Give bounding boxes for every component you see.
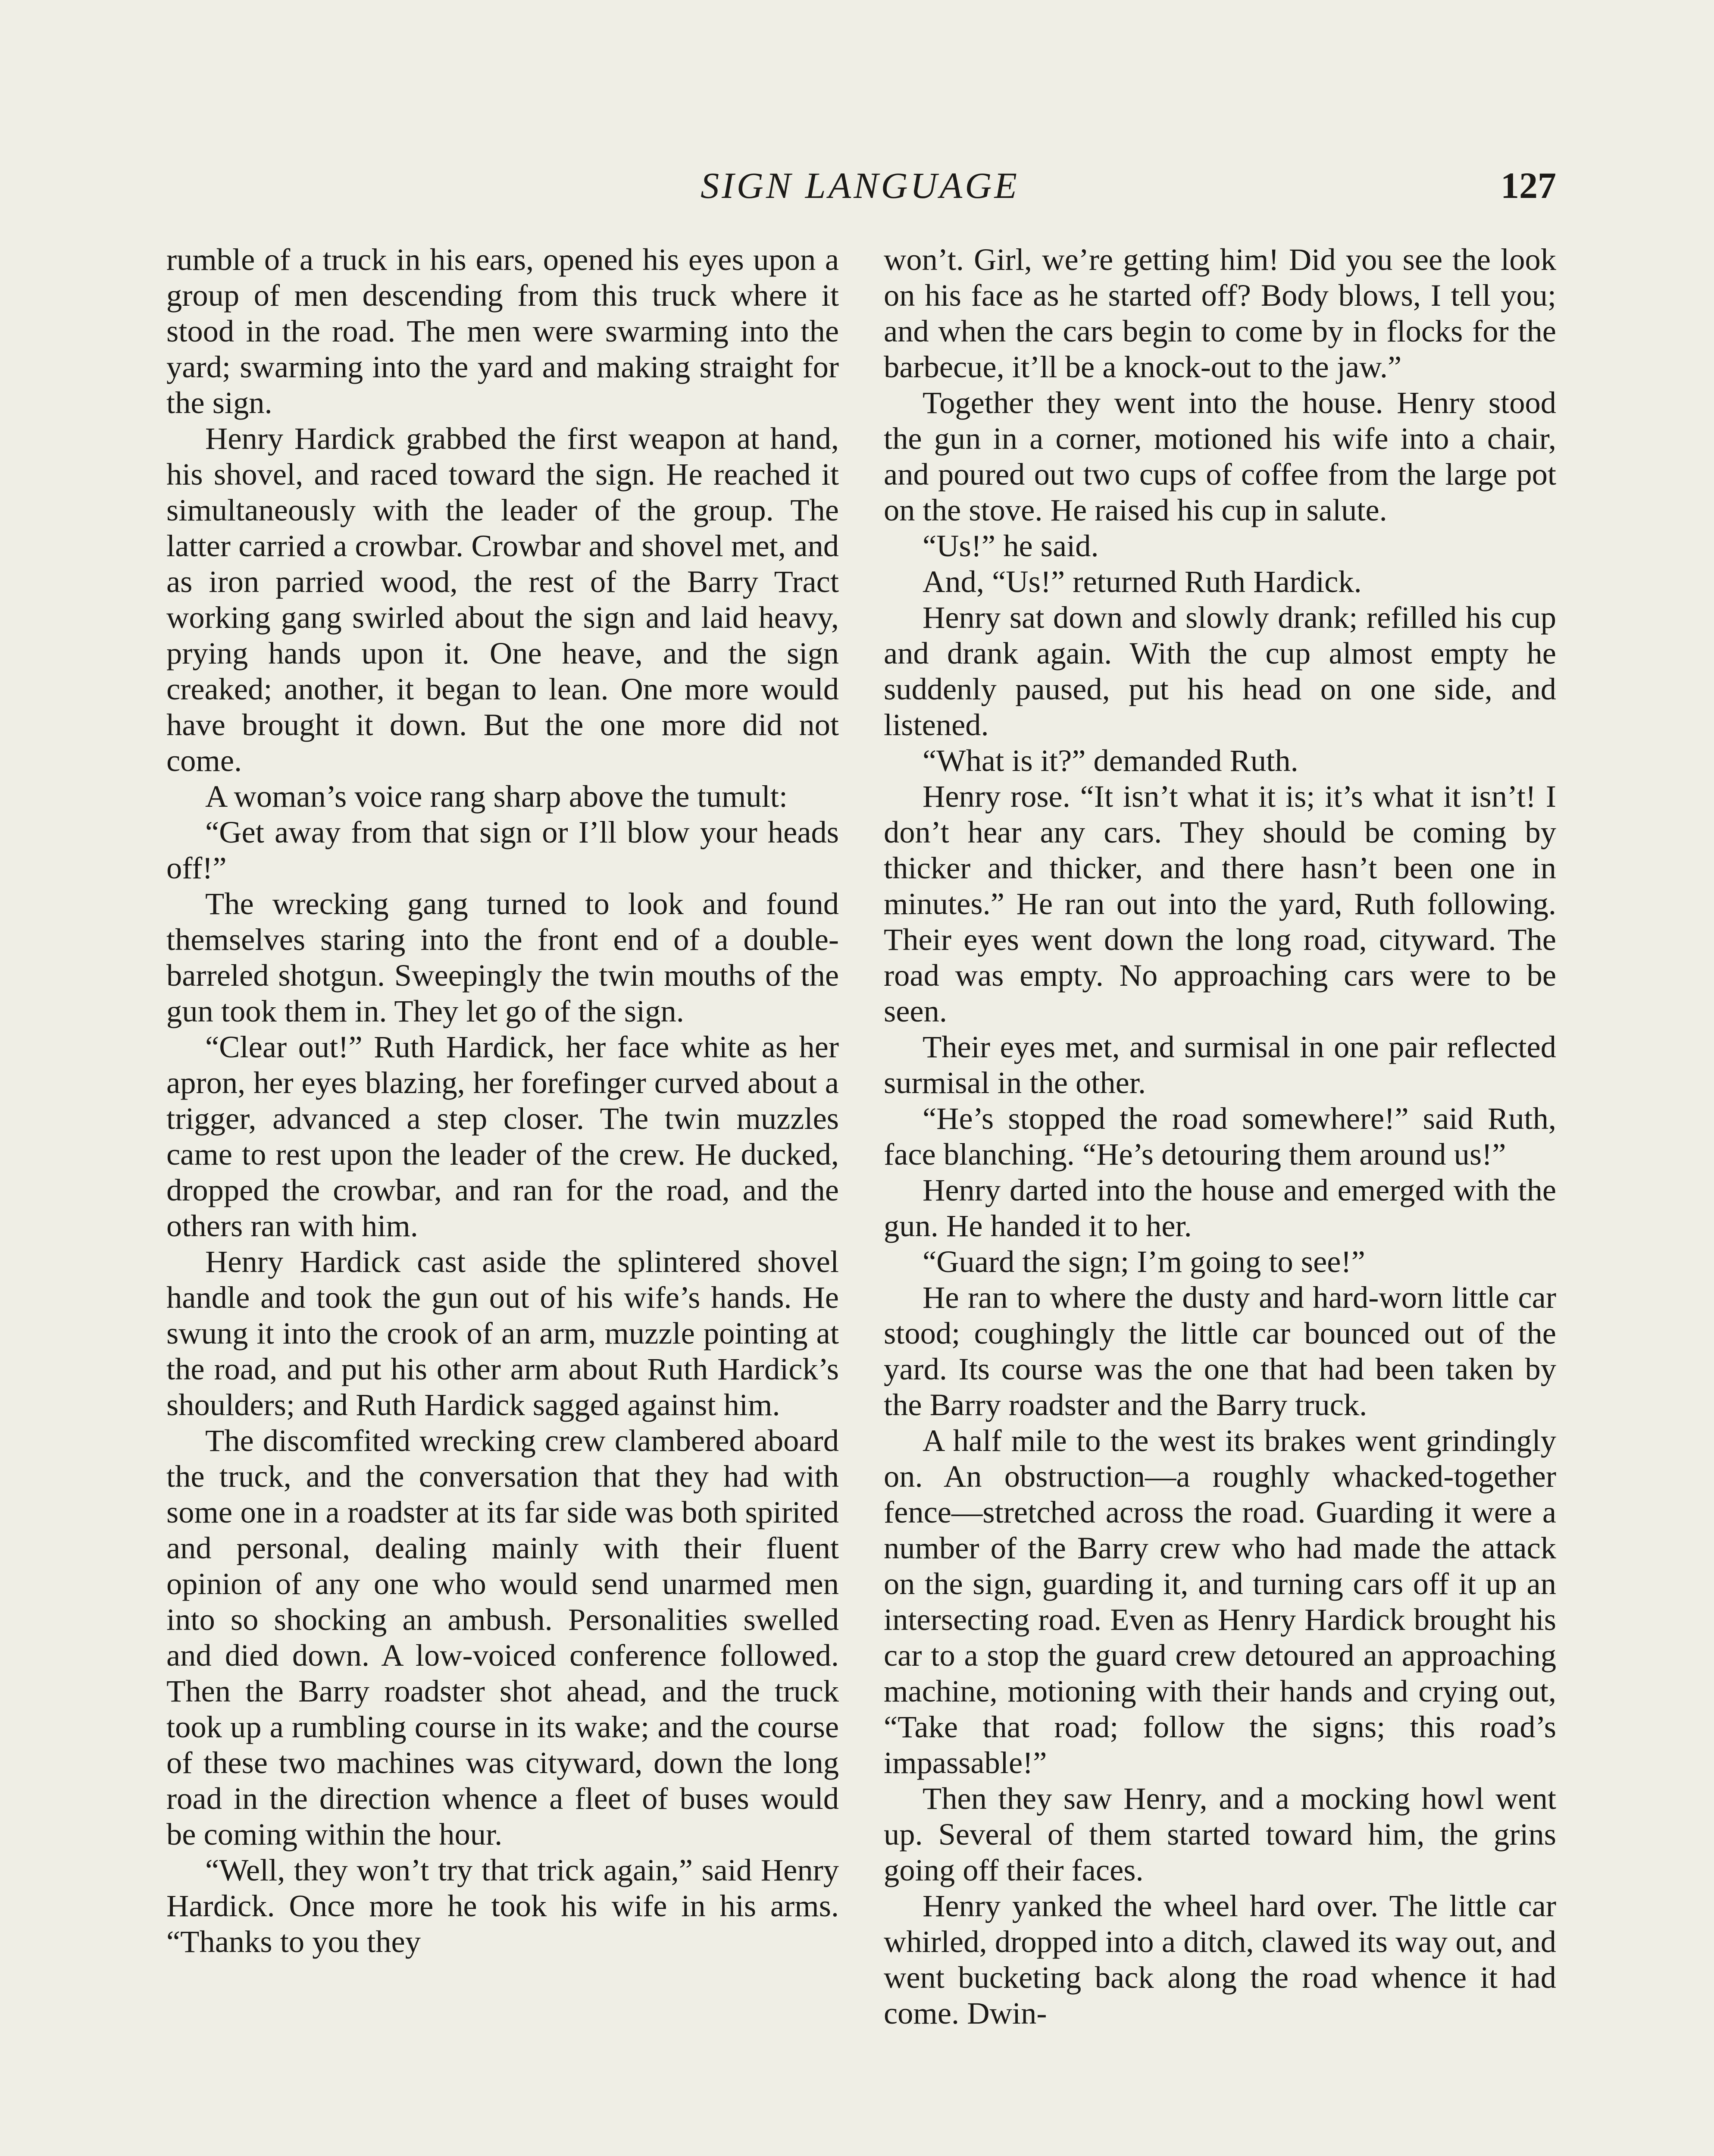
paragraph: Henry yanked the wheel hard over. The little car whirled, dropped into a ditch, clawed its way out, and went bucketing back along the road whence it had come. Dwin- <box>884 1888 1556 2031</box>
paragraph: A half mile to the west its brakes went grindingly on. An obstruction—a roughly whacked-together fence—stretched across the road. Guarding it were a number of the Barry crew who had made the attack on the sign, guarding it, and turning cars off it up an intersecting road. Even as Henry Hardick brought his car to a stop the guard crew detoured an approaching machine, motioning with their hands and crying out, “Take that road; follow the signs; this road’s impassable!” <box>884 1423 1556 1780</box>
paragraph: Henry Hardick grabbed the first weapon at hand, his shovel, and raced toward the sign. He reached it simultaneously with the leader of the group. The latter carried a crowbar. Crowbar and shovel met, and as iron parried wood, the rest of the Barry Tract working gang swirled about the sign and laid heavy, prying hands upon it. One heave, and the sign creaked; another, it began to lean. One more would have brought it down. But the one more did not come. <box>166 421 839 778</box>
running-title: SIGN LANGUAGE <box>701 165 1020 206</box>
left-column <box>166 241 839 1959</box>
paragraph: Henry sat down and slowly drank; refilled his cup and drank again. With the cup almost empty he suddenly paused, put his head on one side, and listened. <box>884 600 1556 742</box>
running-head <box>164 164 1556 216</box>
paragraph: “He’s stopped the road somewhere!” said Ruth, face blanching. “He’s detouring them around us!” <box>884 1101 1556 1172</box>
paragraph: Henry darted into the house and emerged with the gun. He handed it to her. <box>884 1172 1556 1243</box>
right-column <box>884 241 1556 2031</box>
paragraph: Together they went into the house. Henry stood the gun in a corner, motioned his wife into a chair, and poured out two cups of coffee from the large pot on the stove. He raised his cup in salute. <box>884 385 1556 527</box>
paragraph: Their eyes met, and surmisal in one pair reflected surmisal in the other. <box>884 1029 1556 1100</box>
paragraph: Henry rose. “It isn’t what it is; it’s what it isn’t! I don’t hear any cars. They should be coming by thicker and thicker, and there hasn’t been one in minutes.” He ran out into the yard, Ruth following. Their eyes went down the long road, cityward. The road was empty. No approaching cars were to be seen. <box>884 779 1556 1028</box>
paragraph: rumble of a truck in his ears, opened his eyes upon a group of men descending from this truck where it stood in the road. The men were swarming into the yard; swarming into the yard and making straight for the sign. <box>166 242 839 420</box>
paragraph: A woman’s voice rang sharp above the tumult: <box>205 779 788 814</box>
paragraph: won’t. Girl, we’re getting him! Did you see the look on his face as he started off? Body blows, I tell you; and when the cars begin to come by in flocks for the barbecue, it’ll be a knock-out to the jaw.” <box>884 242 1556 384</box>
paragraph: The wrecking gang turned to look and found themselves staring into the front end of a double-barreled shotgun. Sweepingly the twin mouths of the gun took them in. They let go of the sign. <box>166 886 839 1028</box>
page-number: 127 <box>1501 165 1556 206</box>
paragraph: The discomfited wrecking crew clambered aboard the truck, and the conversation that they had with some one in a roadster at its far side was both spirited and personal, dealing mainly with their fluent opinion of any one who would send unarmed men into so shocking an ambush. Personalities swelled and died down. A low-voiced conference followed. Then the Barry roadster shot ahead, and the truck took up a rumbling course in its wake; and the course of these two machines was cityward, down the long road in the direction whence a fleet of buses would be coming within the hour. <box>166 1423 839 1852</box>
paragraph: “Guard the sign; I’m going to see!” <box>923 1244 1365 1279</box>
paragraph: “Well, they won’t try that trick again,” said Henry Hardick. Once more he took his wife in his arms. “Thanks to you they <box>166 1852 839 1959</box>
paragraph: Henry Hardick cast aside the splintered shovel handle and took the gun out of his wife’s hands. He swung it into the crook of an arm, muzzle pointing at the road, and put his other arm about Ruth Hardick’s shoulders; and Ruth Hardick sagged against him. <box>166 1244 839 1422</box>
paragraph: He ran to where the dusty and hard-worn little car stood; coughingly the little car bounced out of the yard. Its course was the one that had been taken by the Barry roadster and the Barry truck. <box>884 1280 1556 1422</box>
paragraph: “Get away from that sign or I’ll blow your heads off!” <box>166 815 839 885</box>
paragraph: “What is it?” demanded Ruth. <box>923 743 1298 778</box>
paragraph: Then they saw Henry, and a mocking howl went up. Several of them started toward him, the grins going off their faces. <box>884 1781 1556 1887</box>
paragraph: “Us!” he said. <box>923 528 1099 563</box>
paragraph: And, “Us!” returned Ruth Hardick. <box>923 564 1362 599</box>
paragraph: “Clear out!” Ruth Hardick, her face white as her apron, her eyes blazing, her forefinger curved about a trigger, advanced a step closer. The twin muzzles came to rest upon the leader of the crew. He ducked, dropped the crowbar, and ran for the road, and the others ran with him. <box>166 1029 839 1243</box>
